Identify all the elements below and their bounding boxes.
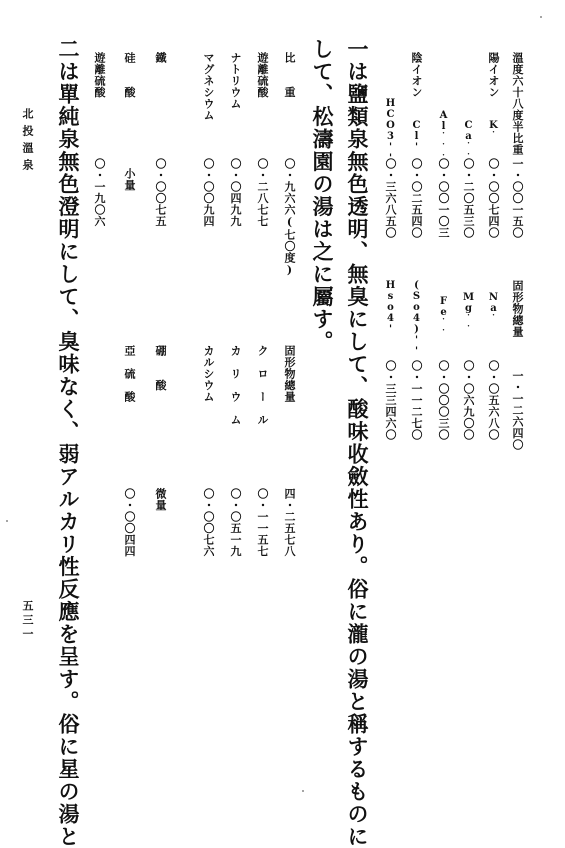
top-col4-ion2: Fe˙˙ [438, 296, 449, 340]
top-col1-label2: 固形物總量 [511, 280, 524, 338]
bottom-row5-bv: 微量 [154, 488, 167, 511]
bottom-row1-a: 比 重 [283, 52, 296, 98]
top-col6-ion1: HCO3'' [385, 98, 396, 164]
top-col6-ion2: Hso4' [385, 280, 396, 335]
bottom-row6-av: 小量 [123, 168, 136, 191]
top-col4-val2: 〇・〇〇〇三〇 [437, 360, 450, 441]
bottom-row7-av: 〇・一九〇六 [93, 158, 106, 227]
top-col3-val1: 〇・二〇五三〇 [462, 158, 475, 239]
bottom-row3-b: カ リ ウ ム [229, 345, 242, 426]
top-col6-val1: 〇・三六八五〇 [384, 158, 397, 239]
bottom-row5-av: 〇・〇〇七五 [154, 158, 167, 227]
top-col5-ion2: (So4)'' [411, 280, 422, 357]
top-col5-ion1: Cl' [411, 120, 422, 153]
bottom-row5-a: 鐵 [154, 52, 167, 64]
scan-speck [302, 790, 304, 792]
top-col2-val2: 〇・〇五六八〇 [487, 360, 500, 441]
top-col3-ion2: Mg˙˙ [463, 292, 474, 336]
top-col3-val2: 〇・〇六九〇〇 [462, 360, 475, 441]
bottom-row2-b: ク ロ ー ル [256, 345, 269, 426]
top-col3-ion1: Ca˙˙ [463, 120, 474, 164]
bottom-row1-av: 〇・九六六(七〇度) [283, 158, 296, 277]
top-col5-label: 陰イオン [410, 52, 423, 98]
running-head: 北投溫泉 [21, 108, 34, 176]
body-text-1: 一は鹽類泉無色透明、無臭にして、酸味收斂性あり。俗に瀧の湯と稱するものに [345, 38, 370, 848]
bottom-row4-b: カルシウム [202, 345, 215, 403]
bottom-row3-bv: 〇・〇五一九 [229, 488, 242, 557]
bottom-row6-a: 硅 酸 [123, 52, 136, 98]
top-col6-val2: 〇・三三四六〇 [384, 360, 397, 441]
bottom-row2-bv: 〇・一一五七 [256, 488, 269, 557]
body-text-3: 二は單純泉無色澄明にして、臭味なく、弱アルカリ性反應を呈す。俗に星の湯と [56, 38, 81, 848]
scan-speck [540, 16, 542, 18]
top-col1-label: 溫度六十八度半比重 [511, 52, 524, 156]
bottom-row1-bv: 四・二五七八 [283, 488, 296, 557]
bottom-row2-av: 〇・二八七七 [256, 158, 269, 227]
body-text-2: して、松濤園の湯は之に屬す。 [310, 38, 335, 353]
top-col4-val1: 〇・〇〇一〇三 [437, 158, 450, 239]
scan-speck [6, 520, 8, 522]
top-col1-value2: 一・一二六四〇 [511, 370, 524, 451]
bottom-row3-a: ナトリウム [229, 52, 242, 110]
bottom-row5-b: 硼 酸 [154, 345, 167, 391]
top-col1-value: 一・〇〇一五〇 [511, 158, 524, 239]
bottom-row4-a: マグネシウム [202, 52, 215, 121]
top-col2-ion1: K˙ [488, 120, 499, 142]
top-col2-ion2: Na˙ [488, 292, 499, 325]
bottom-row6-b: 亞 硫 酸 [123, 345, 136, 403]
top-col5-val1: 〇・〇二五四〇 [410, 158, 423, 239]
bottom-row1-b: 固形物總量 [283, 345, 296, 403]
bottom-row4-av: 〇・〇〇九四 [202, 158, 215, 227]
top-col2-val1: 〇・〇〇七四〇 [487, 158, 500, 239]
bottom-row6-bv: 〇・〇〇四四 [123, 488, 136, 557]
bottom-row3-av: 〇・〇四九九 [229, 158, 242, 227]
bottom-row2-a: 遊離硫酸 [256, 52, 269, 98]
bottom-row7-a: 遊離硫酸 [93, 52, 106, 98]
bottom-row4-bv: 〇・〇〇七六 [202, 488, 215, 557]
page-number: 五三一 [21, 600, 34, 642]
top-col2-label: 陽イオン [487, 52, 500, 98]
top-col5-val2: 〇・一一二七〇 [410, 360, 423, 441]
top-col4-ion1: Al˙˙˙ [438, 110, 449, 165]
